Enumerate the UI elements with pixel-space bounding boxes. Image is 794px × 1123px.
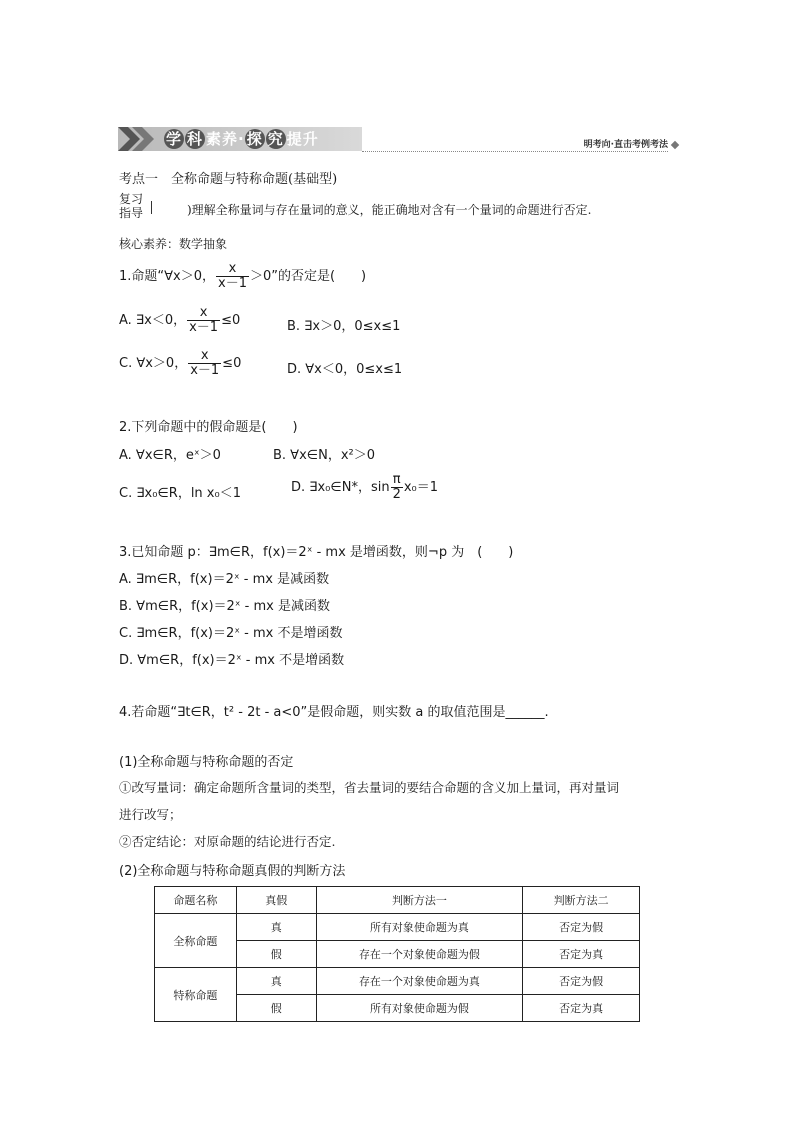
table-cell: 否定为假 bbox=[523, 968, 640, 995]
diamond-icon bbox=[671, 141, 679, 149]
banner-char: 科 bbox=[186, 130, 203, 148]
fraction-numerator: π bbox=[391, 473, 403, 488]
fraction-denominator: x－1 bbox=[218, 276, 247, 291]
guide-label-line: 指导 bbox=[119, 206, 144, 220]
summary-point-1a: ①改写量词：确定命题所含量词的类型，省去量词的要结合命题的含义加上量词，再对量词 bbox=[119, 780, 620, 795]
guide-bracket bbox=[151, 201, 152, 214]
table-row bbox=[155, 968, 640, 995]
q2-option-a: A. ∀x∈R，eˣ＞0 bbox=[119, 448, 221, 463]
banner-char: 学 bbox=[165, 130, 182, 148]
core-literacy: 核心素养：数学抽象 bbox=[119, 237, 228, 251]
q3-option-b: B. ∀m∈R，f(x)＝2ˣ - mx 是减函数 bbox=[119, 599, 330, 614]
summary-heading-1: (1)全称命题与特称命题的否定 bbox=[119, 755, 294, 770]
fraction-denominator: 2 bbox=[392, 487, 401, 502]
table-cell: 否定为假 bbox=[523, 914, 640, 941]
guide-label-line: 复习 bbox=[119, 192, 144, 206]
summary-point-1b: 进行改写； bbox=[119, 807, 182, 822]
fraction-denominator: x－1 bbox=[189, 320, 219, 335]
table-cell: 真 bbox=[236, 914, 316, 941]
q3-option-d: D. ∀m∈R，f(x)＝2ˣ - mx 不是增函数 bbox=[119, 653, 345, 668]
q3-option-c: C. ∃m∈R，f(x)＝2ˣ - mx 不是增函数 bbox=[119, 626, 343, 641]
banner-dotted-line bbox=[362, 151, 668, 152]
banner-title bbox=[164, 127, 319, 151]
fraction bbox=[188, 349, 221, 378]
table-header-row bbox=[155, 887, 640, 914]
option-text: ≤0 bbox=[222, 356, 242, 371]
option-text: ≤0 bbox=[221, 313, 241, 328]
option-text: x₀＝1 bbox=[403, 480, 439, 495]
q3-option-a: A. ∃m∈R，f(x)＝2ˣ - mx 是减函数 bbox=[119, 572, 330, 587]
question-4: 4.若命题“∃t∈R，t² - 2t - a<0”是假命题，则实数 a 的取值范围是______. bbox=[119, 705, 549, 720]
table-cell: 否定为真 bbox=[523, 941, 640, 968]
judgement-table bbox=[154, 886, 640, 1022]
fraction bbox=[216, 262, 249, 291]
table-header-cell: 判断方法二 bbox=[523, 887, 640, 914]
fraction-denominator: x－1 bbox=[190, 363, 220, 378]
table-cell: 所有对象使命题为真 bbox=[316, 914, 523, 941]
section-banner bbox=[118, 125, 678, 155]
guide-text: )理解全称量词与存在量词的意义，能正确地对含有一个量词的命题进行否定. bbox=[187, 203, 592, 217]
table-header-cell: 判断方法一 bbox=[316, 887, 523, 914]
table-cell: 假 bbox=[236, 995, 316, 1022]
summary-point-2: ②否定结论：对原命题的结论进行否定. bbox=[119, 834, 336, 849]
table-group-cell: 全称命题 bbox=[155, 914, 237, 968]
fraction-numerator: x bbox=[188, 349, 221, 364]
banner-text: 提升 bbox=[286, 130, 319, 148]
banner-subtitle: 明考向·直击考例考法 bbox=[583, 140, 668, 150]
q1-option-a bbox=[119, 306, 240, 335]
option-text: A. ∃x＜0， bbox=[119, 313, 187, 328]
fraction-numerator: x bbox=[187, 306, 220, 321]
banner-text: 素养· bbox=[206, 130, 245, 148]
chevron-arrows-icon bbox=[118, 127, 164, 151]
table-cell: 所有对象使命题为假 bbox=[316, 995, 523, 1022]
question-1 bbox=[119, 262, 366, 291]
table-header-cell: 真假 bbox=[236, 887, 316, 914]
q1-stem-end: ＞0”的否定是( ) bbox=[249, 269, 367, 284]
table-group-cell: 特称命题 bbox=[155, 968, 237, 1022]
q1-option-c bbox=[119, 349, 241, 378]
banner-char: 探 bbox=[246, 130, 263, 148]
fraction-numerator: x bbox=[216, 262, 249, 277]
q1-stem: 1.命题“∀x＞0， bbox=[119, 269, 215, 284]
table-cell: 存在一个对象使命题为假 bbox=[316, 941, 523, 968]
q2-option-b: B. ∀x∈N，x²＞0 bbox=[273, 448, 375, 463]
topic-heading: 考点一 全称命题与特称命题(基础型) bbox=[119, 172, 338, 187]
fraction bbox=[391, 473, 403, 502]
banner-char: 究 bbox=[267, 130, 284, 148]
guide-label bbox=[119, 192, 143, 220]
table-cell: 存在一个对象使命题为真 bbox=[316, 968, 523, 995]
q1-option-d: D. ∀x＜0，0≤x≤1 bbox=[287, 362, 403, 377]
fraction bbox=[187, 306, 220, 335]
q2-option-c: C. ∃x₀∈R，ln x₀＜1 bbox=[119, 486, 241, 501]
question-3: 3.已知命题 p：∃m∈R，f(x)＝2ˣ - mx 是增函数，则¬p 为 ( ) bbox=[119, 545, 514, 560]
table-cell: 否定为真 bbox=[523, 995, 640, 1022]
table-cell: 假 bbox=[236, 941, 316, 968]
q2-option-d bbox=[291, 473, 438, 502]
option-text: C. ∀x＞0， bbox=[119, 356, 188, 371]
table-row bbox=[155, 914, 640, 941]
table-cell: 真 bbox=[236, 968, 316, 995]
option-text: D. ∃x₀∈N*，sin bbox=[291, 480, 390, 495]
summary-heading-2: (2)全称命题与特称命题真假的判断方法 bbox=[119, 864, 346, 879]
table-header-cell: 命题名称 bbox=[155, 887, 237, 914]
q1-option-b: B. ∃x＞0，0≤x≤1 bbox=[287, 319, 401, 334]
question-2: 2.下列命题中的假命题是( ) bbox=[119, 420, 298, 435]
